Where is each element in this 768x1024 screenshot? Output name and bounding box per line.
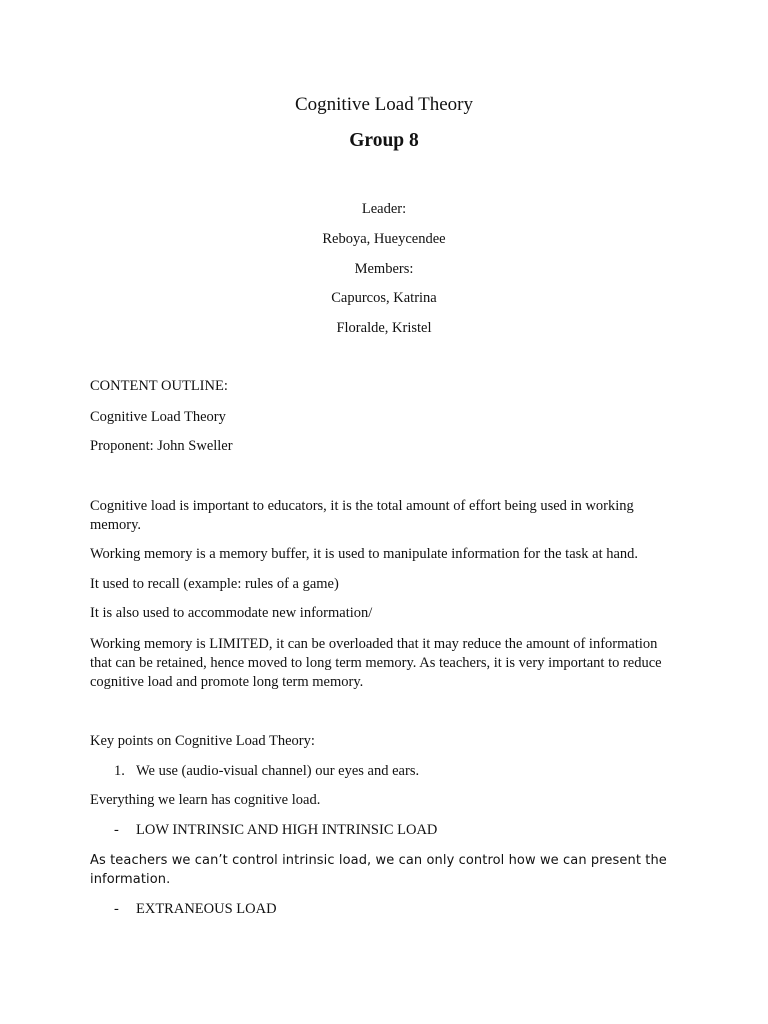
outline-proponent: Proponent: John Sweller — [90, 438, 233, 454]
paragraph: Everything we learn has cognitive load. — [90, 792, 321, 808]
key-points-heading: Key points on Cognitive Load Theory: — [90, 733, 315, 749]
paragraph: It is also used to accommodate new information/ — [90, 605, 373, 621]
dash-bullet: - — [114, 901, 119, 917]
group-heading: Group 8 — [349, 130, 419, 151]
paragraph: Working memory is a memory buffer, it is used to manipulate information for the task at hand. — [90, 546, 639, 562]
dash-bullet: - — [114, 822, 119, 838]
document-title: Cognitive Load Theory — [294, 94, 473, 115]
outline-topic: Cognitive Load Theory — [90, 409, 226, 425]
paragraph: Working memory is LIMITED, it can be overloaded that it may reduce the amount of information that can be retained, hence moved to long term memory. As teachers, it is very important to reduce cognitive load and promote long term memory. — [90, 636, 662, 690]
list-item: LOW INTRINSIC AND HIGH INTRINSIC LOAD — [136, 822, 438, 838]
leader-name: Reboya, Hueycendee — [322, 231, 446, 247]
list-item: EXTRANEOUS LOAD — [136, 901, 277, 917]
leader-label: Leader: — [361, 201, 407, 217]
member-name: Floralde, Kristel — [336, 320, 432, 336]
list-item: We use (audio-visual channel) our eyes and ears. — [136, 763, 420, 779]
outline-heading: CONTENT OUTLINE: — [90, 378, 228, 394]
paragraph: Cognitive load is important to educators, it is the total amount of effort being used in working memory. — [90, 498, 634, 533]
paragraph: As teachers we can’t control intrinsic load, we can only control how we can present the information. — [90, 853, 667, 887]
members-label: Members: — [354, 261, 414, 277]
member-name: Capurcos, Katrina — [331, 290, 437, 306]
list-number: 1. — [114, 763, 125, 779]
paragraph: It used to recall (example: rules of a game) — [90, 576, 339, 592]
